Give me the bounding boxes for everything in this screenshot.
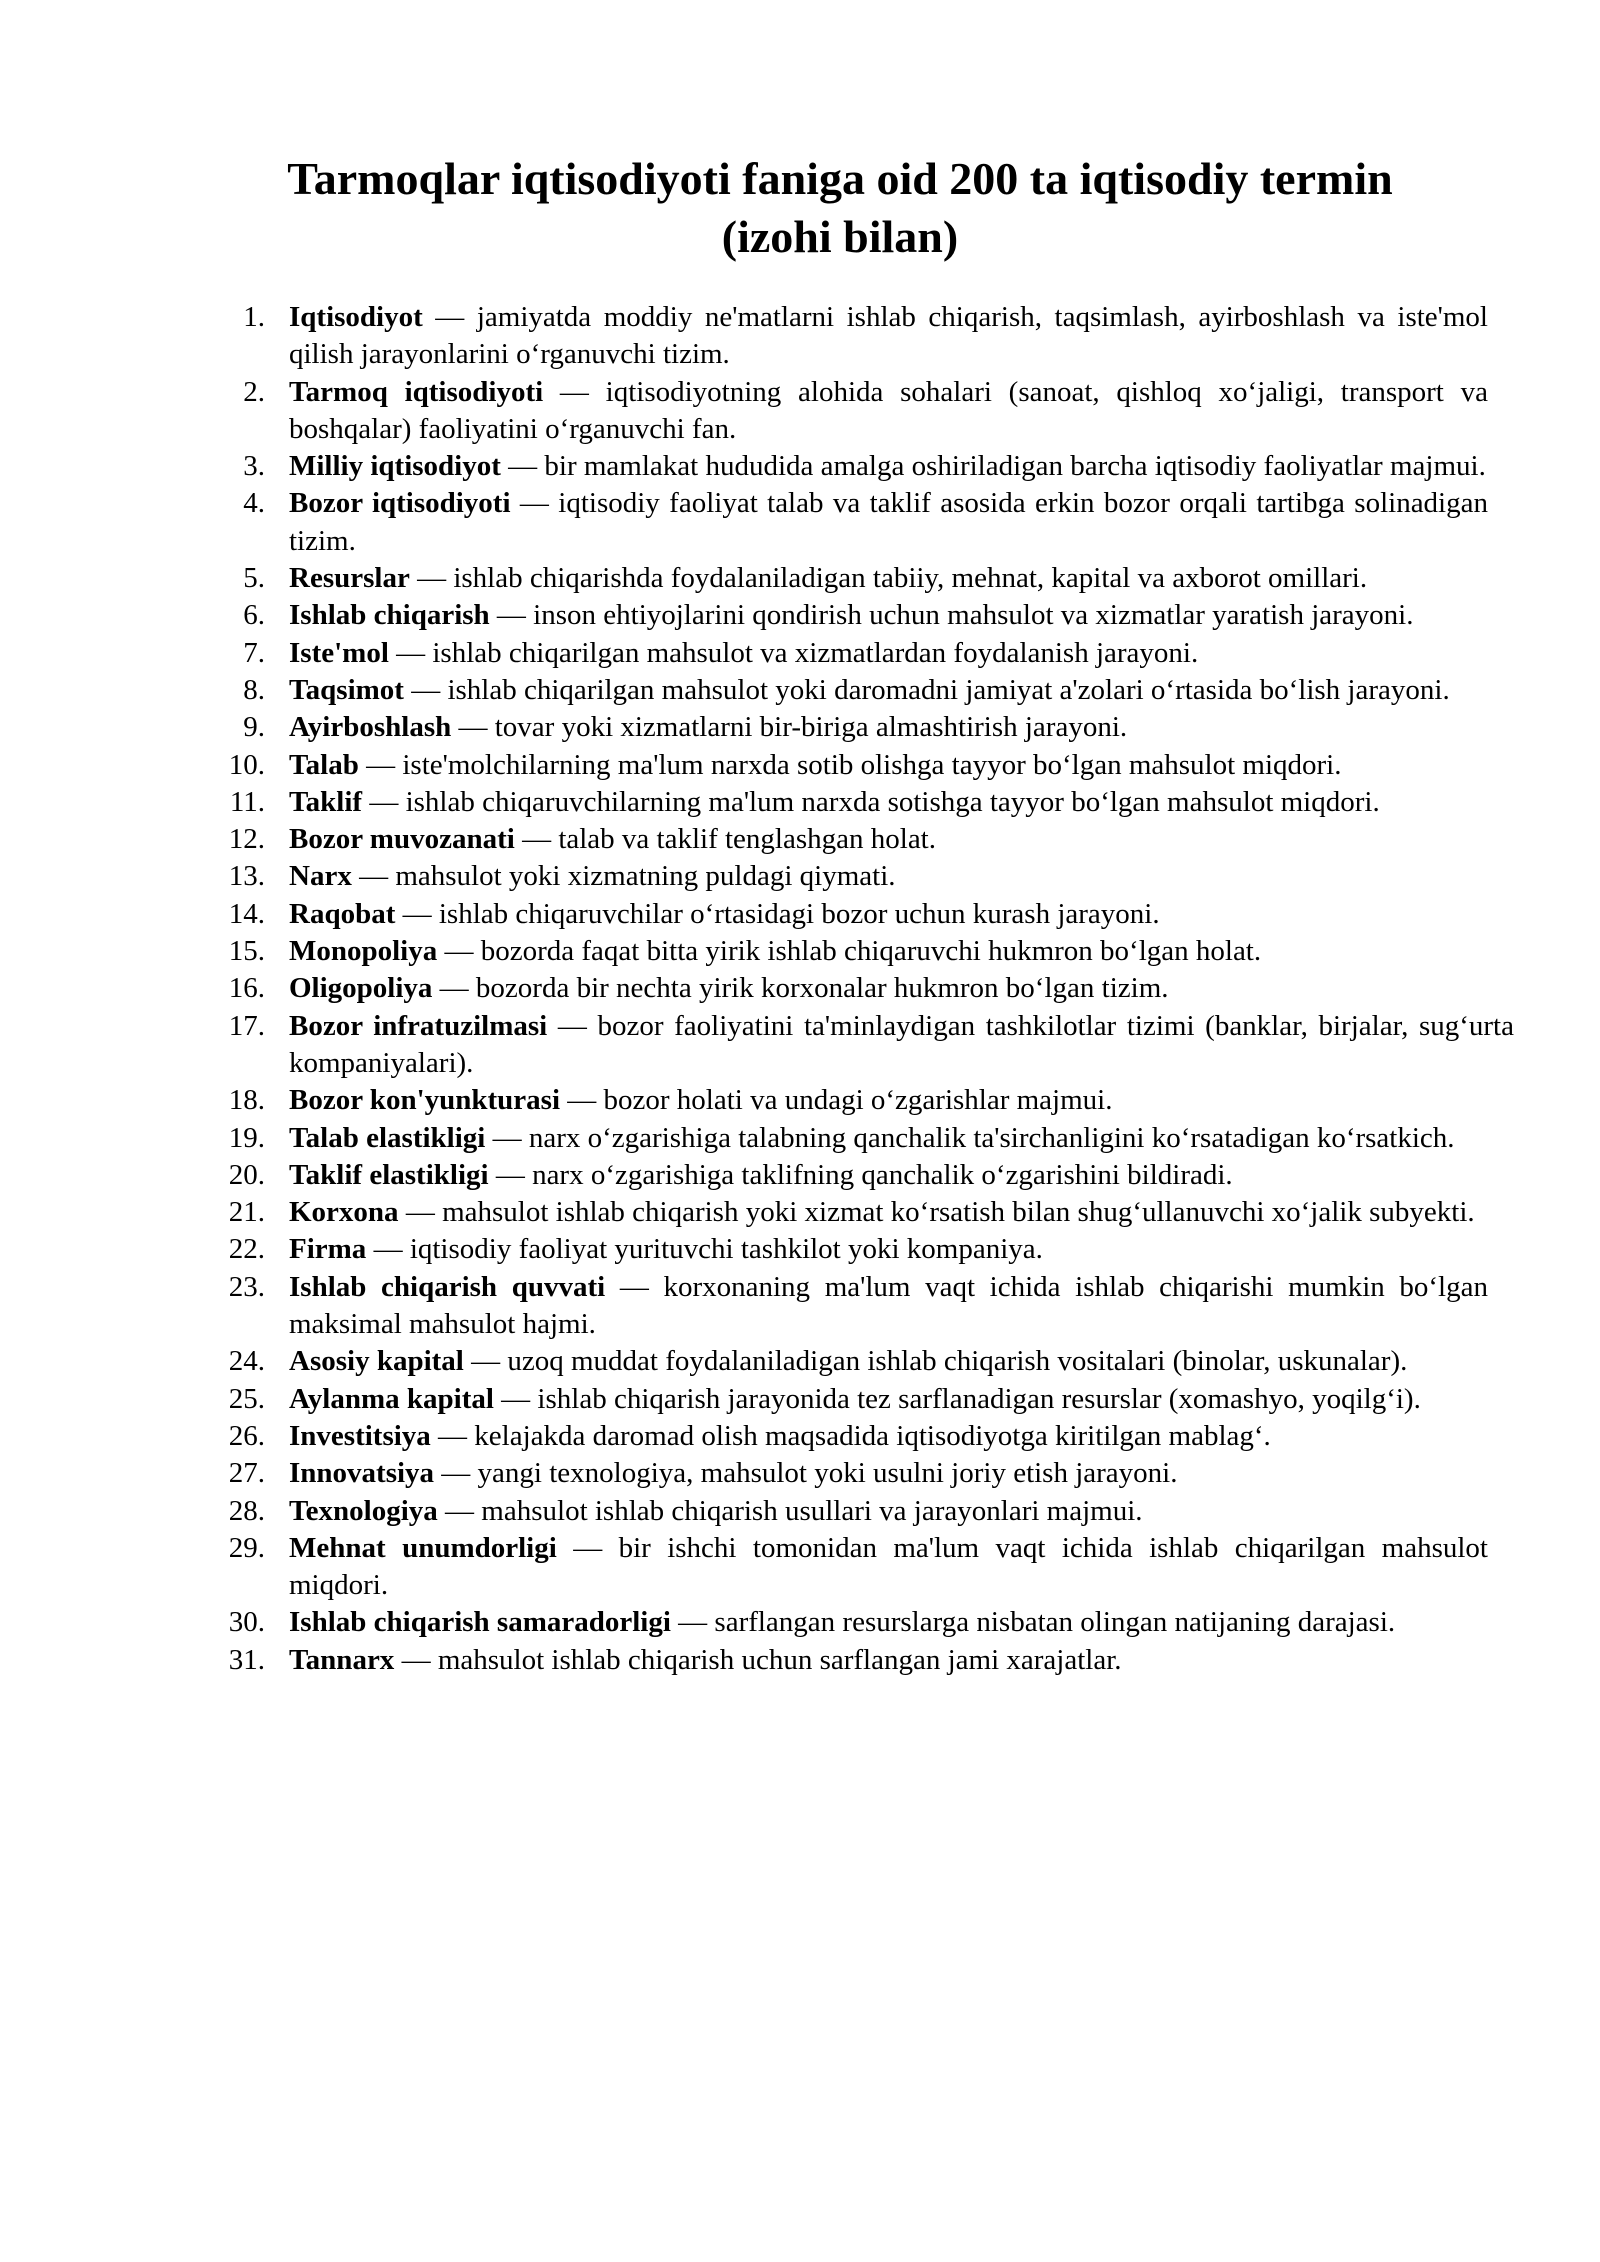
term-definition: — mahsulot ishlab chiqarish usullari va jarayonlari majmui. [437,1494,1143,1527]
term-definition: — ishlab chiqarishda foydalaniladigan tabiiy, mehnat, kapital va axborot omillari. [409,562,1368,595]
term-list [0,299,1600,1679]
term-number: 15. [228,935,265,968]
term-item [0,448,1514,485]
term-definition: — uzoq muddat foydalaniladigan ishlab chiqarish vositalari (binolar, uskunalar). [463,1345,1408,1378]
term-item [0,299,1488,374]
term-number: 2. [243,375,265,408]
term-number: 14. [228,897,265,930]
term-name: Bozor kon'yunkturasi [289,1084,561,1117]
term-definition: — jamiyatda moddiy ne'matlarni ishlab chiqarish, taqsimlash, ayirboshlash va iste'mol qilish jarayonlarini o‘rganuvchi tizim. [289,301,1488,371]
term-name: Monopoliya [289,935,438,968]
term-item [0,1604,1488,1641]
term-number: 1. [243,301,265,333]
term-number: 19. [228,1121,265,1154]
term-number: 4. [243,487,265,520]
term-item [0,1269,1488,1344]
term-name: Ayirboshlash [289,711,452,744]
term-definition: — ishlab chiqarish jarayonida tez sarflanadigan resurslar (xomashyo, yoqilg‘i). [493,1382,1421,1415]
term-number: 29. [228,1531,265,1564]
term-definition: — kelajakda daromad olish maqsadida iqtisodiyotga kiritilgan mablag‘. [430,1419,1271,1452]
term-item [0,1231,1488,1268]
term-item [0,597,1488,634]
term-name: Tannarx [289,1643,395,1676]
term-item [0,970,1488,1007]
term-definition: — ishlab chiqaruvchilarning ma'lum narxda sotishga tayyor bo‘lgan mahsulot miqdori. [362,785,1380,818]
term-name: Investitsiya [289,1419,431,1452]
term-number: 17. [228,1009,265,1042]
term-number: 9. [243,711,265,744]
term-definition: — iqtisodiyotning alohida sohalari (sanoat, qishloq xo‘jaligi, transport va boshqalar) faoliyatini o‘rganuvchi fan. [289,375,1488,445]
term-definition: — ishlab chiqarilgan mahsulot va xizmatlardan foydalanish jarayoni. [388,636,1199,669]
term-definition: — bozor holati va undagi o‘zgarishlar majmui. [560,1084,1113,1117]
term-item [0,485,1488,560]
term-definition: — ishlab chiqarilgan mahsulot yoki daromadni jamiyat a'zolari o‘rtasida bo‘lish jarayoni. [403,673,1450,706]
term-name: Milliy iqtisodiyot [289,450,501,483]
term-item [0,784,1488,821]
term-name: Iste'mol [289,636,389,669]
term-definition: — mahsulot yoki xizmatning puldagi qiymati. [351,860,896,893]
term-name: Iqtisodiyot [289,301,423,333]
term-number: 30. [228,1606,265,1639]
term-item [0,1493,1488,1530]
term-definition: — ishlab chiqaruvchilar o‘rtasidagi bozor uchun kurash jarayoni. [395,897,1160,930]
term-number: 7. [243,636,265,669]
term-item [0,1418,1488,1455]
term-item [0,1082,1488,1119]
term-name: Aylanma kapital [289,1382,494,1415]
term-number: 11. [229,785,265,818]
term-name: Ishlab chiqarish quvvati [289,1270,606,1303]
term-item [0,1381,1488,1418]
term-number: 8. [243,673,265,706]
term-name: Ishlab chiqarish samaradorligi [289,1606,671,1639]
term-name: Mehnat unumdorligi [289,1531,557,1564]
term-name: Bozor iqtisodiyoti [289,487,511,520]
term-name: Narx [289,860,352,893]
term-number: 6. [243,599,265,632]
term-item [0,560,1488,597]
term-definition: — bozorda bir nechta yirik korxonalar hukmron bo‘lgan tizim. [432,972,1169,1005]
term-number: 26. [228,1419,265,1452]
term-definition: — bir mamlakat hududida amalga oshiriladigan barcha iqtisodiy faoliyatlar majmui. [500,450,1486,483]
term-name: Korxona [289,1196,399,1229]
term-name: Taqsimot [289,673,404,706]
term-name: Talab [289,748,359,781]
term-item [0,896,1488,933]
term-item [0,933,1488,970]
term-name: Firma [289,1233,367,1266]
term-name: Innovatsiya [289,1457,435,1490]
term-item [0,1455,1488,1492]
term-definition: — iqtisodiy faoliyat yurituvchi tashkilot yoki kompaniya. [366,1233,1043,1266]
term-name: Taklif elastikligi [289,1158,489,1191]
term-item [0,821,1488,858]
term-name: Taklif [289,785,363,818]
page-title-line1: Tarmoqlar iqtisodiyoti faniga oid 200 ta iqtisodiy termin [287,153,1393,204]
term-name: Bozor muvozanati [289,823,515,856]
term-definition: — iqtisodiy faoliyat talab va taklif asosida erkin bozor orqali tartibga solinadigan tizim. [289,487,1488,557]
term-name: Asosiy kapital [289,1345,464,1378]
term-definition: — mahsulot ishlab chiqarish uchun sarflangan jami xarajatlar. [394,1643,1122,1676]
term-number: 22. [228,1233,265,1266]
term-definition: — bir ishchi tomonidan ma'lum vaqt ichida ishlab chiqarilgan mahsulot miqdori. [289,1531,1488,1602]
term-item [0,858,1488,895]
term-definition: — narx o‘zgarishiga taklifning qanchalik o‘zgarishini bildiradi. [488,1158,1233,1191]
term-definition: — bozor faoliyatini ta'minlaydigan tashkilotlar tizimi (banklar, birjalar, sug‘urta kompaniyalari). [289,1009,1514,1079]
term-name: Bozor infratuzilmasi [289,1009,548,1042]
term-number: 23. [228,1270,265,1303]
term-item [0,1194,1488,1231]
term-item [0,747,1488,784]
term-definition: — talab va taklif tenglashgan holat. [514,823,936,856]
term-item [0,1642,1488,1679]
term-definition: — bozorda faqat bitta yirik ishlab chiqaruvchi hukmron bo‘lgan holat. [437,935,1262,968]
term-item [0,709,1488,746]
term-number: 5. [243,562,265,595]
term-definition: — yangi texnologiya, mahsulot yoki usulni joriy etish jarayoni. [434,1457,1178,1490]
term-item [0,1343,1488,1380]
term-number: 16. [228,972,265,1005]
term-definition: — inson ehtiyojlarini qondirish uchun mahsulot va xizmatlar yaratish jarayoni. [489,599,1414,632]
term-item [0,374,1488,449]
term-number: 12. [228,823,265,856]
page-title [200,150,1480,266]
term-number: 13. [228,860,265,893]
term-definition: — korxonaning ma'lum vaqt ichida ishlab chiqarishi mumkin bo‘lgan maksimal mahsulot hajmi. [289,1270,1488,1341]
term-name: Talab elastikligi [289,1121,486,1154]
term-number: 21. [228,1196,265,1229]
term-name: Raqobat [289,897,396,930]
term-definition: — tovar yoki xizmatlarni bir-biriga almashtirish jarayoni. [451,711,1128,744]
term-number: 18. [228,1084,265,1117]
term-item [0,1008,1514,1083]
term-number: 10. [228,748,265,781]
term-definition: — mahsulot ishlab chiqarish yoki xizmat ko‘rsatish bilan shug‘ullanuvchi xo‘jalik subyekti. [398,1196,1475,1229]
term-item [0,1157,1488,1194]
term-number: 24. [228,1345,265,1378]
term-name: Texnologiya [289,1494,438,1527]
term-name: Ishlab chiqarish [289,599,490,632]
term-name: Tarmoq iqtisodiyoti [289,375,544,408]
term-definition: — iste'molchilarning ma'lum narxda sotib olishga tayyor bo‘lgan mahsulot miqdori. [358,748,1342,781]
term-number: 27. [228,1457,265,1490]
term-number: 25. [228,1382,265,1415]
term-number: 3. [243,450,265,483]
term-number: 28. [228,1494,265,1527]
term-item [0,1120,1488,1157]
term-number: 20. [228,1158,265,1191]
term-number: 31. [228,1643,265,1676]
term-item [0,635,1488,672]
page-title-line2: (izohi bilan) [721,211,959,262]
term-item [0,1530,1488,1605]
term-name: Oligopoliya [289,972,433,1005]
term-definition: — narx o‘zgarishiga talabning qanchalik ta'sirchanligini ko‘rsatadigan ko‘rsatkich. [485,1121,1455,1154]
term-item [0,672,1488,709]
term-definition: — sarflangan resurslarga nisbatan olingan natijaning darajasi. [670,1606,1396,1639]
term-name: Resurslar [289,562,410,595]
